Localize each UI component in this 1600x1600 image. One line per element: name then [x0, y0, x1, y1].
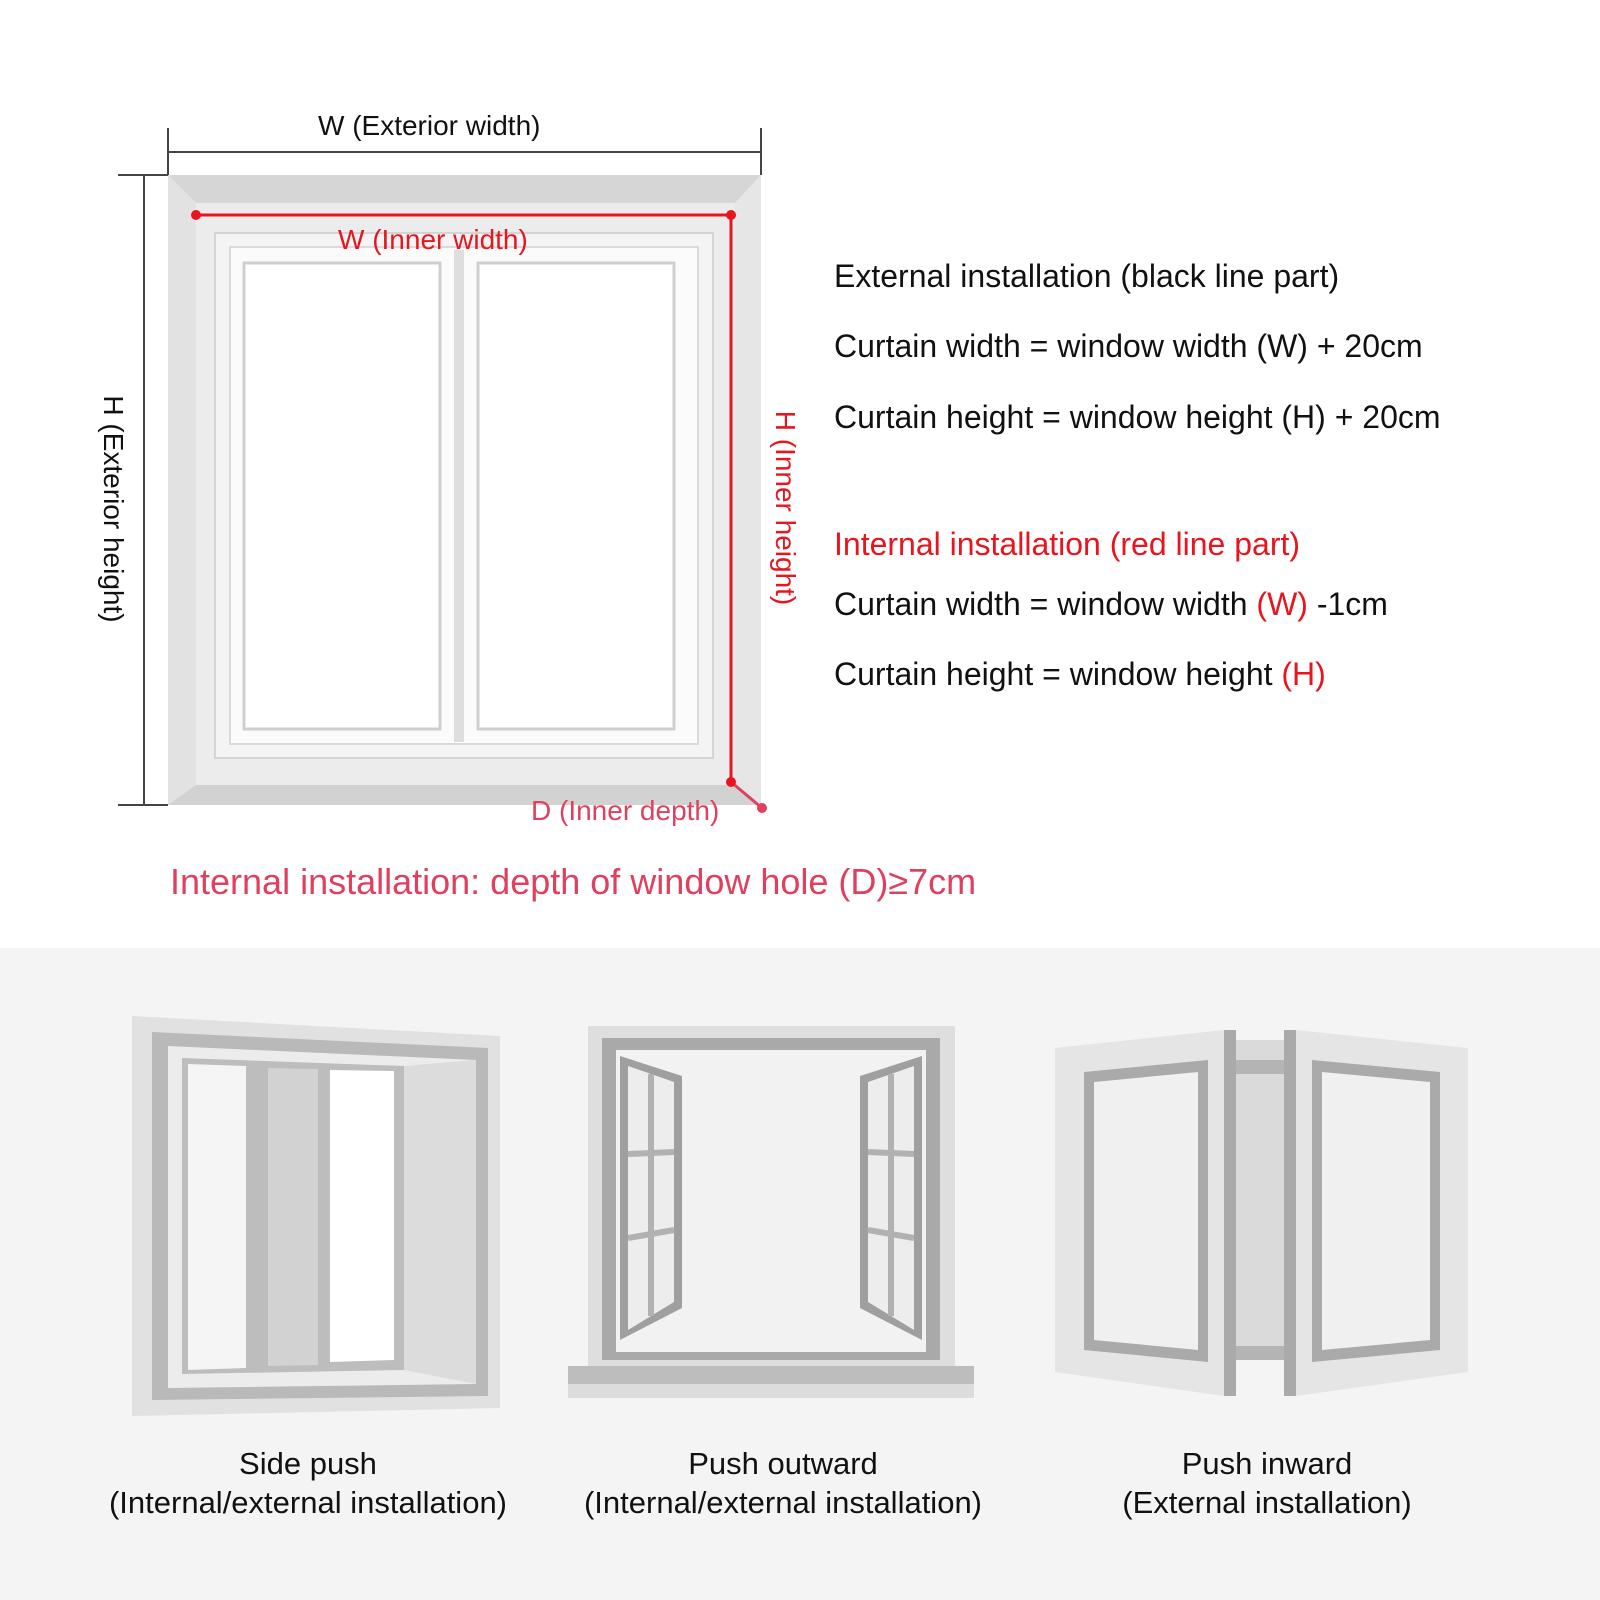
- inner-depth-label: D (Inner depth): [531, 795, 720, 826]
- internal-width-symbol: (W): [1256, 586, 1308, 622]
- push-outward-caption: [548, 1444, 1018, 1522]
- inner-height-label: H (Inner height): [770, 410, 801, 606]
- push-outward-window-illustration: [568, 1026, 974, 1398]
- exterior-width-label: W (Exterior width): [318, 110, 541, 141]
- internal-height-prefix: Curtain height = window height: [834, 656, 1282, 692]
- side-push-install: (Internal/external installation): [108, 1485, 508, 1520]
- side-push-caption: [73, 1444, 543, 1522]
- push-inward-name: Push inward: [1181, 1446, 1353, 1481]
- push-inward-window-illustration: [1055, 1030, 1468, 1396]
- push-outward-install: (Internal/external installation): [583, 1485, 983, 1520]
- side-push-window-illustration: [132, 1016, 500, 1416]
- internal-width-formula: [834, 588, 1388, 620]
- exterior-height-label: H (Exterior height): [98, 395, 129, 623]
- internal-width-suffix: -1cm: [1307, 586, 1388, 622]
- external-width-formula: Curtain width = window width (W) + 20cm: [834, 328, 1423, 364]
- push-inward-caption: [1032, 1444, 1502, 1522]
- internal-height-formula: [834, 658, 1326, 690]
- side-push-name: Side push: [239, 1446, 377, 1481]
- internal-height-symbol: (H): [1281, 656, 1326, 692]
- external-installation-heading: External installation (black line part): [834, 258, 1340, 294]
- external-height-formula: Curtain height = window height (H) + 20cm: [834, 399, 1441, 435]
- window-types-panel: [0, 948, 1600, 1600]
- internal-width-prefix: Curtain width = window width: [834, 586, 1257, 622]
- window-frame: [215, 233, 713, 758]
- push-outward-name: Push outward: [688, 1446, 878, 1481]
- inner-width-label: W (Inner width): [338, 224, 528, 255]
- push-inward-install: (External installation): [1122, 1485, 1412, 1520]
- depth-requirement-note: Internal installation: depth of window hole (D)≥7cm: [170, 861, 977, 902]
- internal-installation-heading: Internal installation (red line part): [834, 526, 1301, 562]
